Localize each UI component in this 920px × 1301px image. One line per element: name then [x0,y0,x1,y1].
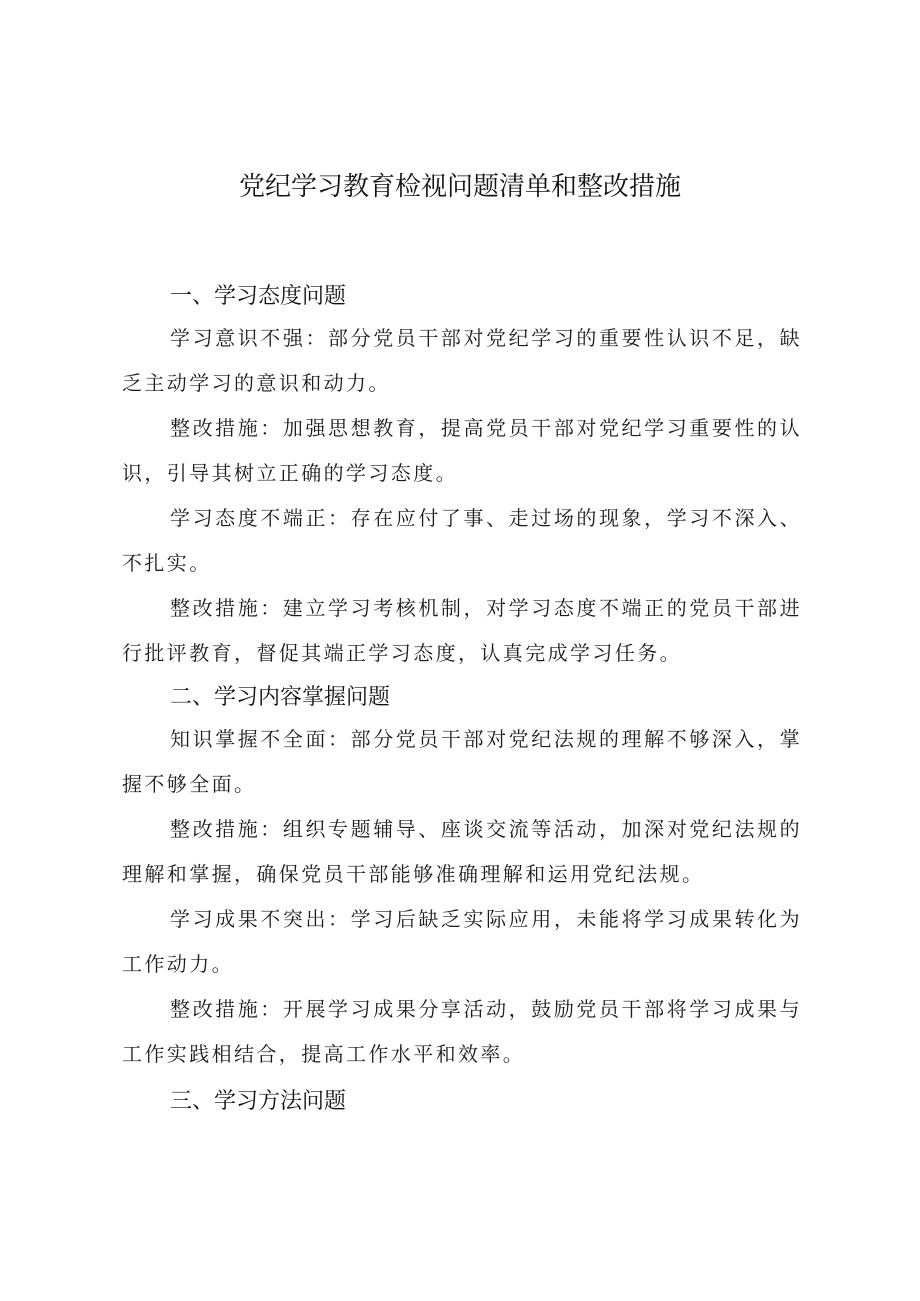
document-title: 党纪学习教育检视问题清单和整改措施 [238,172,681,202]
paragraph: 学习成果不突出：学习后缺乏实际应用，未能将学习成果转化为工作动力。 [122,907,802,976]
section-methods [122,1083,802,1121]
paragraph: 整改措施：加强思想教育，提高党员干部对党纪学习重要性的认识，引导其树立正确的学习态度。 [122,416,802,485]
paragraph: 整改措施：组织专题辅导、座谈交流等活动，加深对党纪法规的理解和掌握，确保党员干部能够准确理解和运用党纪法规。 [122,817,802,886]
section-content-mastery [122,679,802,1077]
section-heading: 一、学习态度问题 [170,284,347,309]
section-heading: 三、学习方法问题 [170,1089,347,1114]
section-heading: 二、学习内容掌握问题 [170,685,391,710]
section-attitude [122,278,802,676]
paragraph: 整改措施：开展学习成果分享活动，鼓励党员干部将学习成果与工作实践相结合，提高工作水平和效率。 [122,997,802,1066]
paragraph: 知识掌握不全面：部分党员干部对党纪法规的理解不够深入，掌握不够全面。 [122,727,802,796]
paragraph: 学习意识不强：部分党员干部对党纪学习的重要性认识不足，缺乏主动学习的意识和动力。 [122,326,802,395]
document-body [122,278,802,1121]
paragraph: 整改措施：建立学习考核机制，对学习态度不端正的党员干部进行批评教育，督促其端正学习态度，认真完成学习任务。 [122,596,802,665]
paragraph: 学习态度不端正：存在应付了事、走过场的现象，学习不深入、不扎实。 [122,506,802,575]
